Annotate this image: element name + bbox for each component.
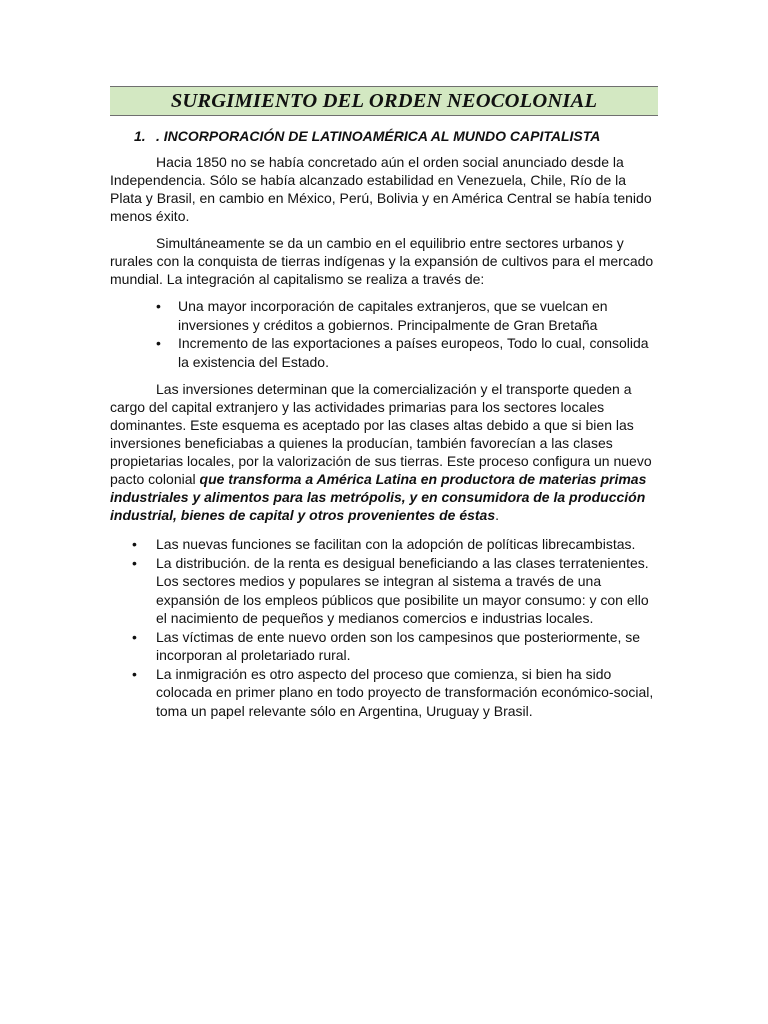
list-item	[110, 334, 658, 371]
list-item	[110, 535, 658, 554]
paragraph-3	[110, 380, 658, 524]
bullet-icon: •	[132, 536, 137, 552]
bullet-list-integration	[110, 297, 658, 371]
list-item	[110, 297, 658, 334]
section-heading	[110, 127, 658, 145]
list-item-text: Las víctimas de ente nuevo orden son los campesinos que posteriormente, se incorporan al proletariado rural.	[156, 628, 641, 663]
document-page	[110, 86, 658, 720]
bullet-icon: •	[132, 665, 137, 682]
bullet-icon: •	[156, 298, 161, 314]
list-item-text: La distribución. de la renta es desigual beneficiando a las clases terratenientes. Los sectores medios y populares se integran al sistema a través de una expansión de los empleos públicos que posibilite un mayor consumo: y con ello el nacimiento de pequeños y medianos comercios e industrias locales.	[156, 554, 649, 626]
paragraph-3-emphasis: que transforma a América Latina en productora de materias primas industriales y alimentos para las metrópolis, y en consumidora de la producción industrial, bienes de capital y otros provenientes de éstas	[110, 471, 647, 523]
bullet-icon: •	[156, 335, 161, 351]
bullet-icon: •	[132, 554, 137, 571]
section-heading-text: . INCORPORACIÓN DE LATINOAMÉRICA AL MUNDO CAPITALISTA	[156, 128, 601, 144]
paragraph-3-text: Las inversiones determinan que la comercialización y el transporte queden a cargo del capital extranjero y las actividades primarias para los sectores locales dominantes. Este esquema es aceptado por las clases altas debido a que si bien las inversiones beneficiabas a quienes la producían, también favorecían a las clases propietarias locales, por la valorización de sus tierras. Este proceso configura un nuevo pacto colonial	[110, 381, 652, 487]
paragraph-1: Hacia 1850 no se había concretado aún el orden social anunciado desde la Independencia. Sólo se había alcanzado estabilidad en Venezuela, Chile, Río de la Plata y Brasil, en cambio en México, Perú, Bolivia y en América Central se había tenido menos éxito.	[110, 154, 652, 224]
list-item	[110, 665, 658, 721]
bullet-list-consequences	[110, 535, 658, 720]
list-item	[110, 554, 658, 628]
list-item	[110, 628, 658, 665]
list-item-text: Las nuevas funciones se facilitan con la adopción de políticas librecambistas.	[156, 536, 636, 552]
bullet-icon: •	[132, 628, 137, 645]
document-title: SURGIMIENTO DEL ORDEN NEOCOLONIAL	[110, 86, 658, 116]
list-item-text: Incremento de las exportaciones a países europeos, Todo lo cual, consolida la existencia del Estado.	[178, 335, 649, 370]
paragraph-2: Simultáneamente se da un cambio en el equilibrio entre sectores urbanos y rurales con la conquista de tierras indígenas y la expansión de cultivos para el mercado mundial. La integración al capitalismo se realiza a través de:	[110, 235, 654, 287]
list-item-text: La inmigración es otro aspecto del proceso que comienza, si bien ha sido colocada en primer plano en todo proyecto de transformación económico-social, toma un papel relevante sólo en Argentina, Uruguay y Brasil.	[156, 665, 654, 719]
paragraph-3-end: .	[495, 507, 500, 523]
list-item-text: Una mayor incorporación de capitales extranjeros, que se vuelcan en inversiones y créditos a gobiernos. Principalmente de Gran Bretaña	[178, 298, 608, 333]
section-number: 1.	[134, 128, 146, 144]
